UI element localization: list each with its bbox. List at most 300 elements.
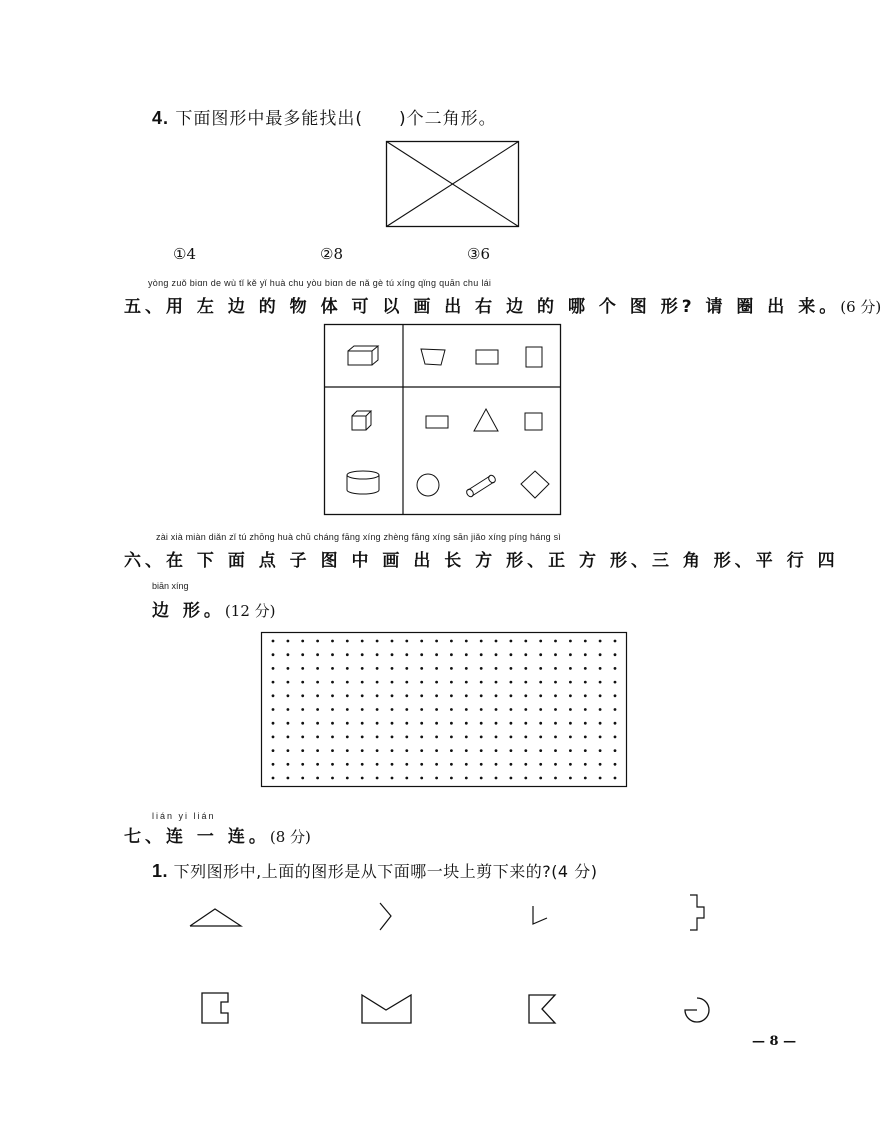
grid-dot[interactable] [495,777,498,780]
grid-dot[interactable] [450,736,453,739]
grid-dot[interactable] [361,722,364,725]
grid-dot[interactable] [272,777,275,780]
grid-dot[interactable] [272,722,275,725]
grid-dot[interactable] [569,640,572,643]
grid-dot[interactable] [599,736,602,739]
grid-dot[interactable] [539,681,542,684]
grid-dot[interactable] [435,749,438,752]
grid-dot[interactable] [465,722,468,725]
grid-dot[interactable] [435,777,438,780]
grid-dot[interactable] [331,681,334,684]
grid-dot[interactable] [272,763,275,766]
grid-dot[interactable] [376,736,379,739]
grid-dot[interactable] [361,777,364,780]
grid-dot[interactable] [450,777,453,780]
grid-dot[interactable] [569,708,572,711]
grid-dot[interactable] [361,763,364,766]
grid-dot[interactable] [405,777,408,780]
grid-dot[interactable] [376,681,379,684]
grid-dot[interactable] [450,749,453,752]
grid-dot[interactable] [465,653,468,656]
grid-dot[interactable] [287,653,290,656]
shape-notched-rectangle[interactable] [199,990,233,1026]
shape-circle-with-cut[interactable] [680,994,714,1026]
grid-dot[interactable] [450,694,453,697]
grid-dot[interactable] [524,722,527,725]
grid-dot[interactable] [435,763,438,766]
grid-dot[interactable] [272,640,275,643]
grid-dot[interactable] [614,749,617,752]
grid-dot[interactable] [554,708,557,711]
tall-rectangle-shape[interactable] [526,347,542,367]
grid-dot[interactable] [376,777,379,780]
grid-dot[interactable] [614,653,617,656]
grid-dot[interactable] [361,667,364,670]
grid-dot[interactable] [346,736,349,739]
grid-dot[interactable] [301,694,304,697]
grid-dot[interactable] [272,653,275,656]
grid-dot[interactable] [539,777,542,780]
grid-dot[interactable] [584,708,587,711]
grid-dot[interactable] [569,736,572,739]
grid-dot[interactable] [420,653,423,656]
grid-dot[interactable] [524,667,527,670]
piece-angle-top[interactable] [376,900,396,934]
grid-dot[interactable] [480,640,483,643]
grid-dot[interactable] [569,722,572,725]
grid-dot[interactable] [361,749,364,752]
grid-dot[interactable] [301,736,304,739]
grid-dot[interactable] [287,667,290,670]
grid-dot[interactable] [510,681,513,684]
grid-dot[interactable] [450,722,453,725]
grid-dot[interactable] [361,736,364,739]
grid-dot[interactable] [554,722,557,725]
question-7-1 [152,859,597,882]
grid-dot[interactable] [420,667,423,670]
grid-dot[interactable] [510,640,513,643]
grid-dot[interactable] [539,749,542,752]
grid-dot[interactable] [510,722,513,725]
grid-dot[interactable] [331,667,334,670]
grid-dot[interactable] [405,722,408,725]
grid-dot[interactable] [480,722,483,725]
grid-dot[interactable] [435,736,438,739]
circle-shape[interactable] [417,474,439,496]
grid-dot[interactable] [405,681,408,684]
grid-dot[interactable] [539,640,542,643]
grid-dot[interactable] [331,640,334,643]
grid-dot[interactable] [420,749,423,752]
grid-dot[interactable] [272,681,275,684]
grid-dot[interactable] [450,653,453,656]
section-5-title [124,292,881,317]
grid-dot[interactable] [614,694,617,697]
grid-dot[interactable] [391,640,394,643]
grid-dot[interactable] [391,722,394,725]
grid-dot[interactable] [361,640,364,643]
grid-dot[interactable] [539,722,542,725]
grid-dot[interactable] [584,722,587,725]
grid-dot[interactable] [361,653,364,656]
grid-dot[interactable] [376,667,379,670]
grid-dot[interactable] [510,763,513,766]
grid-dot[interactable] [346,681,349,684]
grid-dot[interactable] [287,708,290,711]
grid-dot[interactable] [376,640,379,643]
grid-dot[interactable] [495,763,498,766]
grid-dot[interactable] [391,694,394,697]
grid-dot[interactable] [346,749,349,752]
grid-dot[interactable] [480,694,483,697]
rectangle-shape[interactable] [476,350,498,364]
grid-dot[interactable] [584,681,587,684]
grid-dot[interactable] [316,736,319,739]
grid-dot[interactable] [346,694,349,697]
grid-dot[interactable] [539,694,542,697]
grid-dot[interactable] [272,667,275,670]
grid-dot[interactable] [301,777,304,780]
grid-dot[interactable] [599,708,602,711]
grid-dot[interactable] [361,681,364,684]
grid-dot[interactable] [435,694,438,697]
grid-dot[interactable] [346,653,349,656]
grid-dot[interactable] [301,749,304,752]
grid-dot[interactable] [554,640,557,643]
grid-dot[interactable] [465,681,468,684]
grid-dot[interactable] [331,777,334,780]
section-7-score: (8 分) [269,828,311,846]
grid-dot[interactable] [346,667,349,670]
grid-dot[interactable] [376,653,379,656]
grid-dot[interactable] [465,640,468,643]
grid-dot[interactable] [272,694,275,697]
dot-grid[interactable] [261,632,628,788]
grid-dot[interactable] [272,736,275,739]
grid-dot[interactable] [391,667,394,670]
grid-dot[interactable] [524,694,527,697]
grid-dot[interactable] [510,708,513,711]
grid-dot[interactable] [420,777,423,780]
section-6-title-line1: 六、在 下 面 点 子 图 中 画 出 长 方 形、正 方 形、三 角 形、平 行 四 [124,551,839,571]
grid-dot[interactable] [584,736,587,739]
grid-dot[interactable] [554,777,557,780]
grid-dot[interactable] [331,736,334,739]
grid-dot[interactable] [331,763,334,766]
grid-dot[interactable] [420,763,423,766]
grid-dot[interactable] [495,653,498,656]
grid-dot[interactable] [614,640,617,643]
section-7-title-text: 七、连 一 连。 [124,827,270,847]
grid-dot[interactable] [480,763,483,766]
grid-dot[interactable] [301,640,304,643]
grid-dot[interactable] [316,640,319,643]
grid-dot[interactable] [524,681,527,684]
grid-dot[interactable] [510,736,513,739]
grid-dot[interactable] [287,681,290,684]
grid-dot[interactable] [510,777,513,780]
grid-dot[interactable] [614,708,617,711]
grid-dot[interactable] [599,653,602,656]
grid-dot[interactable] [405,749,408,752]
grid-dot[interactable] [539,667,542,670]
grid-dot[interactable] [405,640,408,643]
grid-dot[interactable] [405,763,408,766]
grid-dot[interactable] [480,777,483,780]
grid-dot[interactable] [569,667,572,670]
grid-dot[interactable] [450,640,453,643]
grid-dot[interactable] [584,653,587,656]
option-c[interactable]: ③6 [467,245,490,263]
grid-dot[interactable] [584,749,587,752]
grid-dot[interactable] [465,667,468,670]
grid-dot[interactable] [391,736,394,739]
grid-dot[interactable] [316,722,319,725]
grid-dot[interactable] [391,708,394,711]
grid-dot[interactable] [301,708,304,711]
grid-dot[interactable] [465,763,468,766]
grid-dot[interactable] [301,681,304,684]
grid-dot[interactable] [510,749,513,752]
cube-object [352,411,371,430]
grid-dot[interactable] [584,694,587,697]
grid-dot[interactable] [346,708,349,711]
grid-dot[interactable] [435,667,438,670]
question-number: 4. [152,108,170,128]
rectangle-with-diagonals-figure [386,141,520,228]
grid-dot[interactable] [287,736,290,739]
grid-dot[interactable] [554,694,557,697]
grid-dot[interactable] [331,694,334,697]
grid-dot[interactable] [287,694,290,697]
section-6-pinyin-line1: zài xià miàn diǎn zǐ tú zhōng huà chū cháng fāng xíng zhèng fāng xíng sān jiǎo xíng píng háng sì [156,532,561,542]
grid-dot[interactable] [614,777,617,780]
grid-dot[interactable] [435,722,438,725]
grid-dot[interactable] [510,667,513,670]
grid-dot[interactable] [316,667,319,670]
grid-dot[interactable] [405,736,408,739]
grid-dot[interactable] [287,640,290,643]
grid-dot[interactable] [346,777,349,780]
grid-dot[interactable] [480,749,483,752]
section-5-title-text: 五、用 左 边 的 物 体 可 以 画 出 右 边 的 哪 个 图 形? 请 圈 出 来。 [124,297,841,317]
parallelogram-shape[interactable] [421,349,445,365]
grid-dot[interactable] [599,777,602,780]
grid-dot[interactable] [465,708,468,711]
grid-dot[interactable] [554,653,557,656]
grid-dot[interactable] [287,722,290,725]
grid-dot[interactable] [420,708,423,711]
grid-dot[interactable] [584,667,587,670]
cuboid-object [348,346,378,365]
grid-dot[interactable] [524,777,527,780]
grid-dot[interactable] [584,763,587,766]
grid-dot[interactable] [465,694,468,697]
grid-dot[interactable] [435,708,438,711]
grid-dot[interactable] [554,681,557,684]
grid-dot[interactable] [272,708,275,711]
grid-dot[interactable] [465,777,468,780]
grid-dot[interactable] [614,667,617,670]
grid-dot[interactable] [480,681,483,684]
grid-dot[interactable] [405,694,408,697]
grid-dot[interactable] [316,777,319,780]
grid-dot[interactable] [495,667,498,670]
grid-dot[interactable] [599,749,602,752]
grid-dot[interactable] [316,681,319,684]
grid-dot[interactable] [301,653,304,656]
grid-dot[interactable] [569,681,572,684]
grid-dot[interactable] [391,653,394,656]
grid-dot[interactable] [539,763,542,766]
grid-dot[interactable] [524,708,527,711]
grid-dot[interactable] [584,640,587,643]
grid-dot[interactable] [435,653,438,656]
grid-dot[interactable] [405,653,408,656]
grid-dot[interactable] [539,653,542,656]
grid-dot[interactable] [599,763,602,766]
grid-dot[interactable] [495,736,498,739]
grid-dot[interactable] [599,681,602,684]
grid-dot[interactable] [346,722,349,725]
grid-dot[interactable] [554,763,557,766]
grid-dot[interactable] [287,763,290,766]
grid-dot[interactable] [495,749,498,752]
grid-dot[interactable] [569,763,572,766]
grid-dot[interactable] [316,694,319,697]
grid-dot[interactable] [331,749,334,752]
grid-dot[interactable] [599,640,602,643]
grid-dot[interactable] [376,708,379,711]
grid-dot[interactable] [510,694,513,697]
grid-dot[interactable] [420,694,423,697]
grid-dot[interactable] [331,722,334,725]
grid-dot[interactable] [346,763,349,766]
grid-dot[interactable] [539,736,542,739]
grid-dot[interactable] [301,722,304,725]
grid-dot[interactable] [495,708,498,711]
grid-dot[interactable] [480,653,483,656]
grid-dot[interactable] [614,681,617,684]
grid-dot[interactable] [376,694,379,697]
grid-dot[interactable] [554,749,557,752]
grid-dot[interactable] [465,749,468,752]
grid-dot[interactable] [450,763,453,766]
option-b[interactable]: ②8 [320,245,343,263]
grid-dot[interactable] [301,667,304,670]
grid-dot[interactable] [495,694,498,697]
grid-dot[interactable] [569,749,572,752]
grid-dot[interactable] [405,708,408,711]
grid-dot[interactable] [376,763,379,766]
grid-dot[interactable] [524,653,527,656]
grid-dot[interactable] [510,653,513,656]
grid-dot[interactable] [391,749,394,752]
grid-dot[interactable] [361,694,364,697]
grid-dot[interactable] [405,667,408,670]
grid-dot[interactable] [316,763,319,766]
grid-dot[interactable] [391,681,394,684]
piece-check-top[interactable] [530,902,552,930]
grid-dot[interactable] [614,722,617,725]
option-a[interactable]: ①4 [173,245,196,263]
grid-dot[interactable] [435,640,438,643]
grid-dot[interactable] [287,749,290,752]
grid-dot[interactable] [301,763,304,766]
cylinder-object [347,471,379,494]
shape-flag-notch[interactable] [526,992,560,1026]
piece-notch-top[interactable] [684,893,710,933]
grid-dot[interactable] [569,694,572,697]
grid-dot[interactable] [480,667,483,670]
grid-dot[interactable] [539,708,542,711]
grid-dot[interactable] [584,777,587,780]
grid-dot[interactable] [391,763,394,766]
grid-dot[interactable] [420,640,423,643]
grid-dot[interactable] [420,722,423,725]
diamond-shape[interactable] [521,471,549,498]
grid-dot[interactable] [554,667,557,670]
grid-dot[interactable] [331,708,334,711]
grid-dot[interactable] [287,777,290,780]
grid-dot[interactable] [450,681,453,684]
piece-triangle-top[interactable] [188,905,244,929]
grid-dot[interactable] [495,640,498,643]
grid-dot[interactable] [495,681,498,684]
grid-dot[interactable] [316,749,319,752]
grid-dot[interactable] [524,749,527,752]
grid-dot[interactable] [599,667,602,670]
grid-dot[interactable] [465,736,468,739]
grid-dot[interactable] [361,708,364,711]
section-5-score: (6 分) [840,298,881,316]
triangle-shape[interactable] [474,409,498,431]
grid-dot[interactable] [569,653,572,656]
square-shape[interactable] [525,413,542,430]
grid-dot[interactable] [346,640,349,643]
cylinder-outline-shape[interactable] [465,474,496,498]
grid-dot[interactable] [331,653,334,656]
grid-dot[interactable] [391,777,394,780]
grid-dot[interactable] [480,708,483,711]
grid-dot[interactable] [554,736,557,739]
grid-dot[interactable] [495,722,498,725]
grid-dot[interactable] [420,681,423,684]
grid-dot[interactable] [316,708,319,711]
shape-envelope[interactable] [359,992,415,1026]
grid-dot[interactable] [599,694,602,697]
grid-dot[interactable] [450,667,453,670]
section-7-pinyin: lián yi lián [152,811,216,821]
grid-dot[interactable] [316,653,319,656]
rectangle-shape[interactable] [426,416,448,428]
grid-dot[interactable] [569,777,572,780]
grid-dot[interactable] [524,763,527,766]
grid-dot[interactable] [480,736,483,739]
grid-dot[interactable] [524,640,527,643]
grid-dot[interactable] [435,681,438,684]
grid-dot[interactable] [420,736,423,739]
section-6-title-line2-text: 边 形。 [152,601,225,621]
grid-dot[interactable] [272,749,275,752]
grid-dot[interactable] [450,708,453,711]
grid-dot[interactable] [376,749,379,752]
grid-dot[interactable] [599,722,602,725]
grid-dot[interactable] [376,722,379,725]
grid-dot[interactable] [614,763,617,766]
grid-dot[interactable] [614,736,617,739]
grid-dot[interactable] [524,736,527,739]
